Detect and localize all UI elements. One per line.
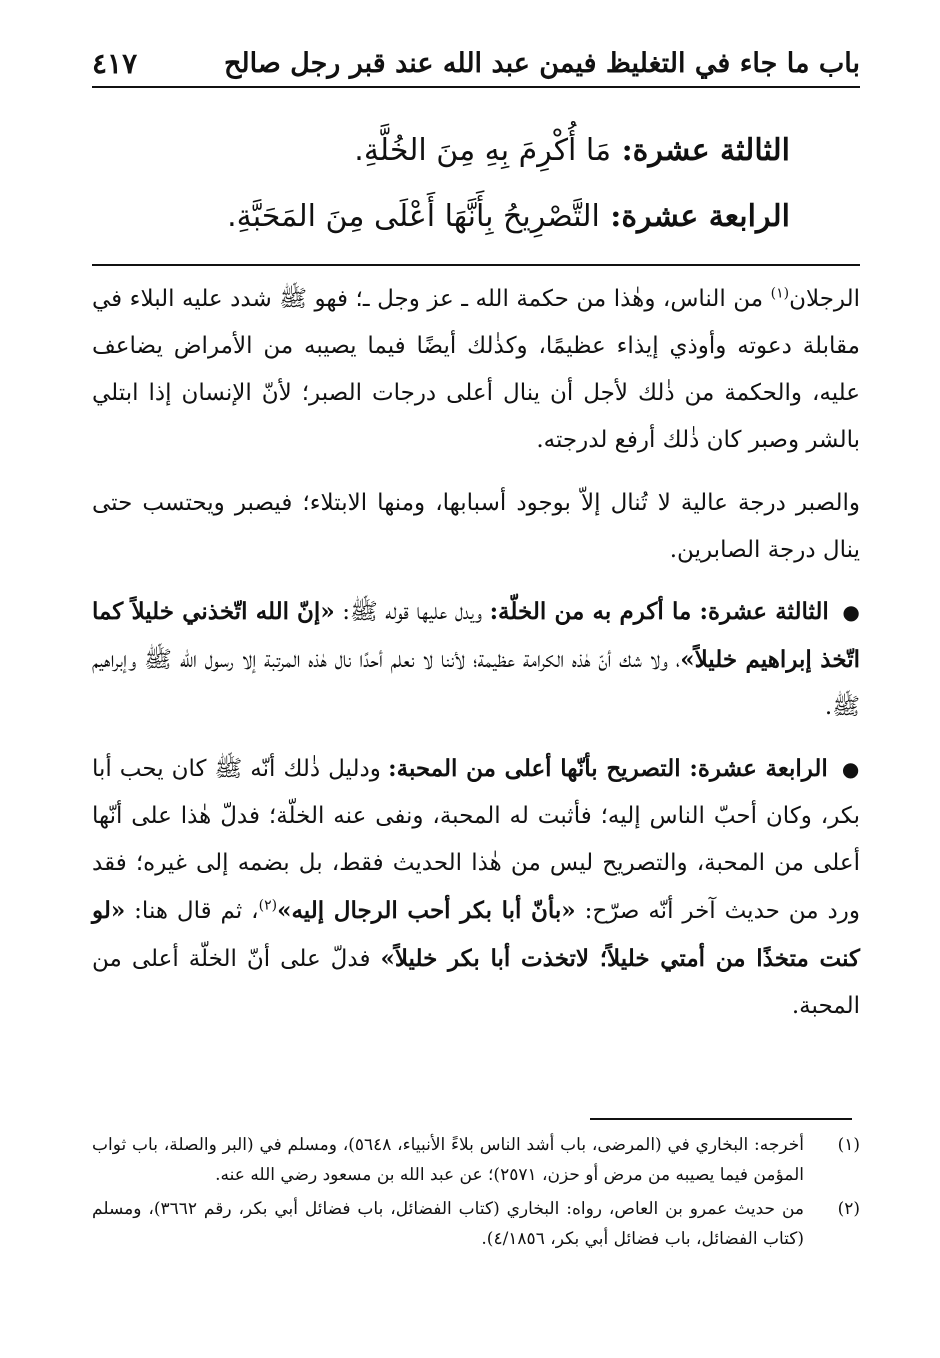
footnotes <box>92 1130 860 1258</box>
paragraph <box>92 480 860 574</box>
commentary <box>92 276 860 1044</box>
matn-text: مَا أُكْرِمَ بِهِ مِنَ الخُلَّةِ. <box>354 133 612 168</box>
footnote-separator <box>590 1118 852 1120</box>
section-label: الرابعة عشرة: التصريح بأنّها أعلى من المحبة: <box>388 755 828 782</box>
footnote-text: من حديث عمرو بن العاص، رواه: البخاري (كتاب الفضائل، باب فضائل أبي بكر، رقم ٣٦٦٢)، ومسلم (كتاب الفضائل، باب فضائل أبي بكر، ٤/١٨٥٦). <box>92 1199 804 1249</box>
hadith-quote: «إنّ الله اتّخذني خليلاً كما اتّخذ إبراهيم خليلاً» <box>92 598 860 673</box>
footnote <box>92 1130 860 1190</box>
paragraph <box>92 588 860 731</box>
matn-separator <box>92 264 860 266</box>
footnote-text: أخرجه: البخاري في (المرضى، باب أشد الناس بلاءً الأنبياء، ٥٦٤٨)، ومسلم في (البر والصلة، باب ثواب المؤمن فيما يصيبه من مرض أو حزن، ٢٥٧١)؛ عن عبد الله بن مسعود رضي الله عنه. <box>92 1135 804 1185</box>
paragraph-text: ودليل ذٰلك أنّه ﷺ كان يحب أبا بكر، وكان أحبّ الناس إليه؛ فأثبت له المحبة، ونفى عنه الخلّة؛ فدلّ هٰذا على أنّها أعلى من المحبة، والتصريح ليس من هٰذا الحديث فقط، بل بضمه إلى غيره؛ فقد ورد من حديث آخر أنّه صرّح: <box>92 756 860 924</box>
footnote-ref: (٢) <box>258 897 278 914</box>
paragraph-text: من الناس، وهٰذا من حكمة الله ـ عز وجل ـ؛ فهو ﷺ شدد عليه البلاء في مقابلة دعوته وأوذي إيذاء عظيمًا، وكذٰلك أيضًا فيما يصيبه من الأمراض يضاعف عليه، والحكمة من ذٰلك لأجل أن ينال أعلى درجات الصبر؛ لأنّ الإنسان إذا ابتلي بالشر وصبر كان ذٰلك أرفع لدرجته. <box>92 286 860 453</box>
matn-line <box>150 184 790 250</box>
section-label: الثالثة عشرة: ما أكرم به من الخلّة: <box>489 598 829 625</box>
paragraph-text: ، ولا شك أنّ هٰذه الكرامة عظيمة؛ لأننا لا نعلم أحدًا نال هٰذه المرتبة إلا رسول الله ﷺ وإبراهيم ﷺ. <box>92 647 860 720</box>
running-title: باب ما جاء في التغليظ فيمن عبد الله عند قبر رجل صالح <box>223 47 860 79</box>
paragraph <box>92 276 860 464</box>
hadith-quote: «لو كنت متخذًا من أمتي خليلاً؛ لاتخذت أبا بكر خليلاً» <box>92 897 860 972</box>
paragraph-text: والصبر درجة عالية لا تُنال إلاّ بوجود أسبابها، ومنها الابتلاء؛ فيصبر ويحتسب حتى ينال درجة الصابرين. <box>92 490 860 563</box>
matn-label: الرابعة عشرة: <box>610 199 790 234</box>
hadith-quote: «بأنّ أبا بكر أحب الرجال إليه» <box>277 897 576 924</box>
matn-block <box>150 118 790 250</box>
bullet-icon: ● <box>841 757 860 781</box>
footnote-number: (٢) <box>837 1199 860 1219</box>
page-number: ٤١٧ <box>92 46 138 80</box>
paragraph-text: فدلّ على أنّ الخلّة أعلى من المحبة. <box>92 946 860 1019</box>
paragraph <box>92 745 860 1030</box>
bullet-icon: ● <box>842 600 861 624</box>
page-header <box>92 40 860 88</box>
paragraph-text: الرجلان <box>789 286 860 312</box>
matn-label: الثالثة عشرة: <box>621 133 790 168</box>
footnote-ref: (١) <box>770 285 790 302</box>
footnote-number: (١) <box>837 1135 860 1155</box>
matn-text: التَّصْرِيحُ بِأَنَّهَا أَعْلَى مِنَ المَحَبَّةِ. <box>227 199 600 234</box>
paragraph-text: ويدل عليها قوله ﷺ: <box>334 599 490 625</box>
matn-line <box>150 118 790 184</box>
paragraph-text: ، ثم قال هنا: <box>125 898 259 924</box>
footnote <box>92 1194 860 1254</box>
